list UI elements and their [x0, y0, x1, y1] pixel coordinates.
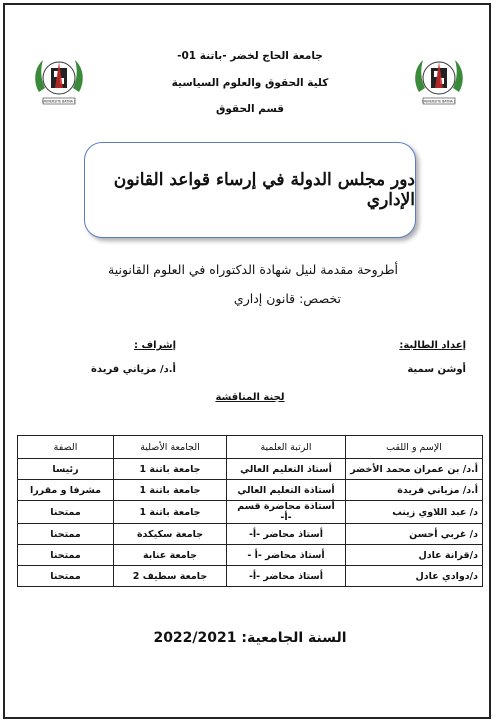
faculty-name: كلية الحقوق والعلوم السياسية [171, 77, 329, 89]
member-role: ممتحنا [18, 566, 114, 587]
member-name: د/ غربي أحسن [346, 524, 483, 545]
table-row [18, 545, 483, 566]
prepared-by-label: إعداد الطالبة: [399, 340, 466, 351]
header-role: الصفة [18, 436, 114, 459]
member-university: جامعة عنابة [114, 545, 227, 566]
table-row [18, 501, 483, 524]
member-name: د/ عبد اللاوي زينب [346, 501, 483, 524]
department-name: قسم الحقوق [215, 103, 285, 115]
committee-table [17, 435, 483, 587]
thesis-title: دور مجلس الدولة في إرساء قواعد القانون الإداري [113, 170, 415, 210]
member-name: د/قرانة عادل [346, 545, 483, 566]
thesis-description: أطروحة مقدمة لنيل شهادة الدكتوراه في العلوم القانونية [108, 262, 398, 277]
header-rank: الرتبة العلمية [227, 436, 346, 459]
member-rank: أستاذ محاضر -أ - [227, 545, 346, 566]
member-university: جامعة سطيف 2 [114, 566, 227, 587]
supervision-label: إشراف : [133, 340, 176, 351]
header-university: الجامعة الأصلية [114, 436, 227, 459]
member-role: مشرفا و مقررا [18, 480, 114, 501]
member-rank: أستاذة محاضرة قسم -أ- [227, 501, 346, 524]
member-university: جامعة سكيكدة [114, 524, 227, 545]
member-university: جامعة باتنة 1 [114, 480, 227, 501]
table-row [18, 459, 483, 480]
supervisor-name: أ.د/ مزياني فريدة [91, 364, 176, 375]
academic-year-value: 2022/2021 [153, 630, 237, 646]
member-role: رئيسا [18, 459, 114, 480]
member-rank: أستاذة التعليم العالي [227, 480, 346, 501]
student-name: أوشن سمية [407, 364, 466, 375]
member-name: أ.د/ مزياني فريدة [346, 480, 483, 501]
academic-year-label: السنة الجامعية: [241, 630, 347, 646]
member-university: جامعة باتنة 1 [114, 459, 227, 480]
header-name: الإسم و اللقب [346, 436, 483, 459]
university-logo-left [31, 52, 87, 112]
table-row [18, 524, 483, 545]
svg-text:UNIVERSITE BATNA 1: UNIVERSITE BATNA 1 [422, 99, 456, 104]
university-name: جامعة الحاج لخضر -باتنة 01- [177, 50, 323, 62]
table-row [18, 566, 483, 587]
member-name: أ.د/ بن عمران محمد الأخضر [346, 459, 483, 480]
title-box [84, 142, 416, 238]
table-header-row [18, 436, 483, 459]
member-rank: أستاذ التعليم العالي [227, 459, 346, 480]
member-role: ممتحنا [18, 524, 114, 545]
member-rank: أستاذ محاضر -أ- [227, 524, 346, 545]
specialty: تخصص: قانون إداري [233, 291, 341, 306]
member-rank: أستاذ محاضر -أ- [227, 566, 346, 587]
member-role: ممتحنا [18, 501, 114, 524]
academic-year [0, 630, 500, 646]
table-row [18, 480, 483, 501]
svg-text:UNIVERSITE BATNA 1: UNIVERSITE BATNA 1 [42, 99, 76, 104]
member-name: د/دوادي عادل [346, 566, 483, 587]
member-role: ممتحنا [18, 545, 114, 566]
university-logo-right [411, 52, 467, 112]
committee-label: لجنة المناقشة [215, 392, 285, 403]
member-university: جامعة باتنة 1 [114, 501, 227, 524]
